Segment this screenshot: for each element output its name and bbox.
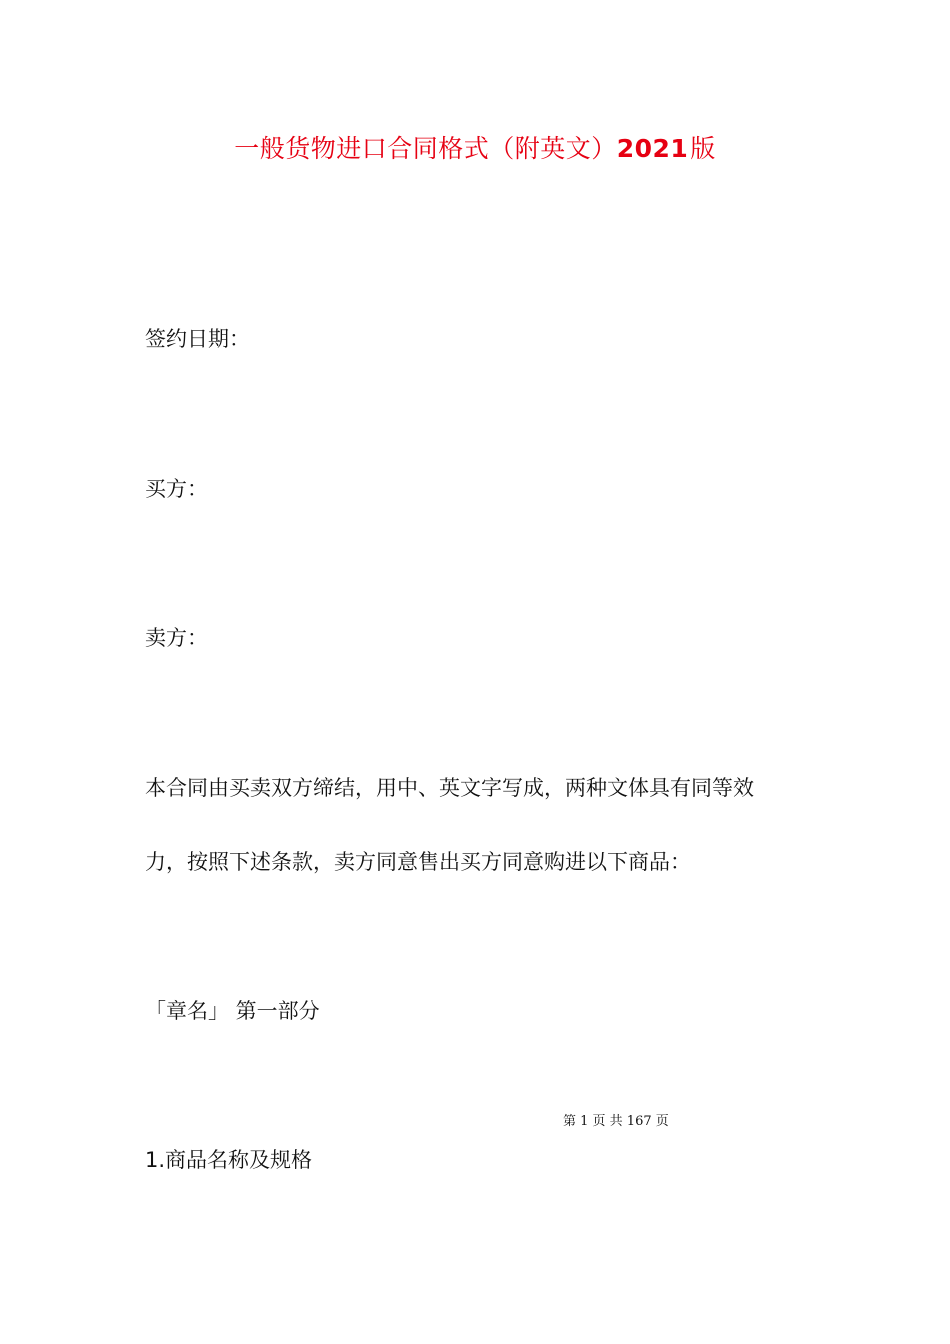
intro-line-1: 本合同由买卖双方缔结，用中、英文字写成，两种文体具有同等效 bbox=[145, 776, 754, 800]
title-main: 一般货物进口合同格式（附英文） bbox=[234, 134, 617, 163]
document-title bbox=[0, 130, 950, 168]
intro-paragraph bbox=[145, 751, 810, 899]
section-1-heading: 1.商品名称及规格 bbox=[145, 1148, 313, 1172]
chapter-heading: 「章名」 第一部分 bbox=[145, 999, 320, 1023]
page-indicator: 第 1 页 共 167 页 bbox=[563, 1114, 669, 1129]
title-year: 2021 bbox=[616, 134, 689, 163]
signing-date-label: 签约日期： bbox=[145, 327, 250, 351]
buyer-label: 买方： bbox=[145, 477, 208, 501]
title-suffix: 版 bbox=[690, 134, 716, 163]
seller-label: 卖方： bbox=[145, 626, 208, 650]
intro-line-2: 力，按照下述条款，卖方同意售出买方同意购进以下商品： bbox=[145, 850, 691, 874]
